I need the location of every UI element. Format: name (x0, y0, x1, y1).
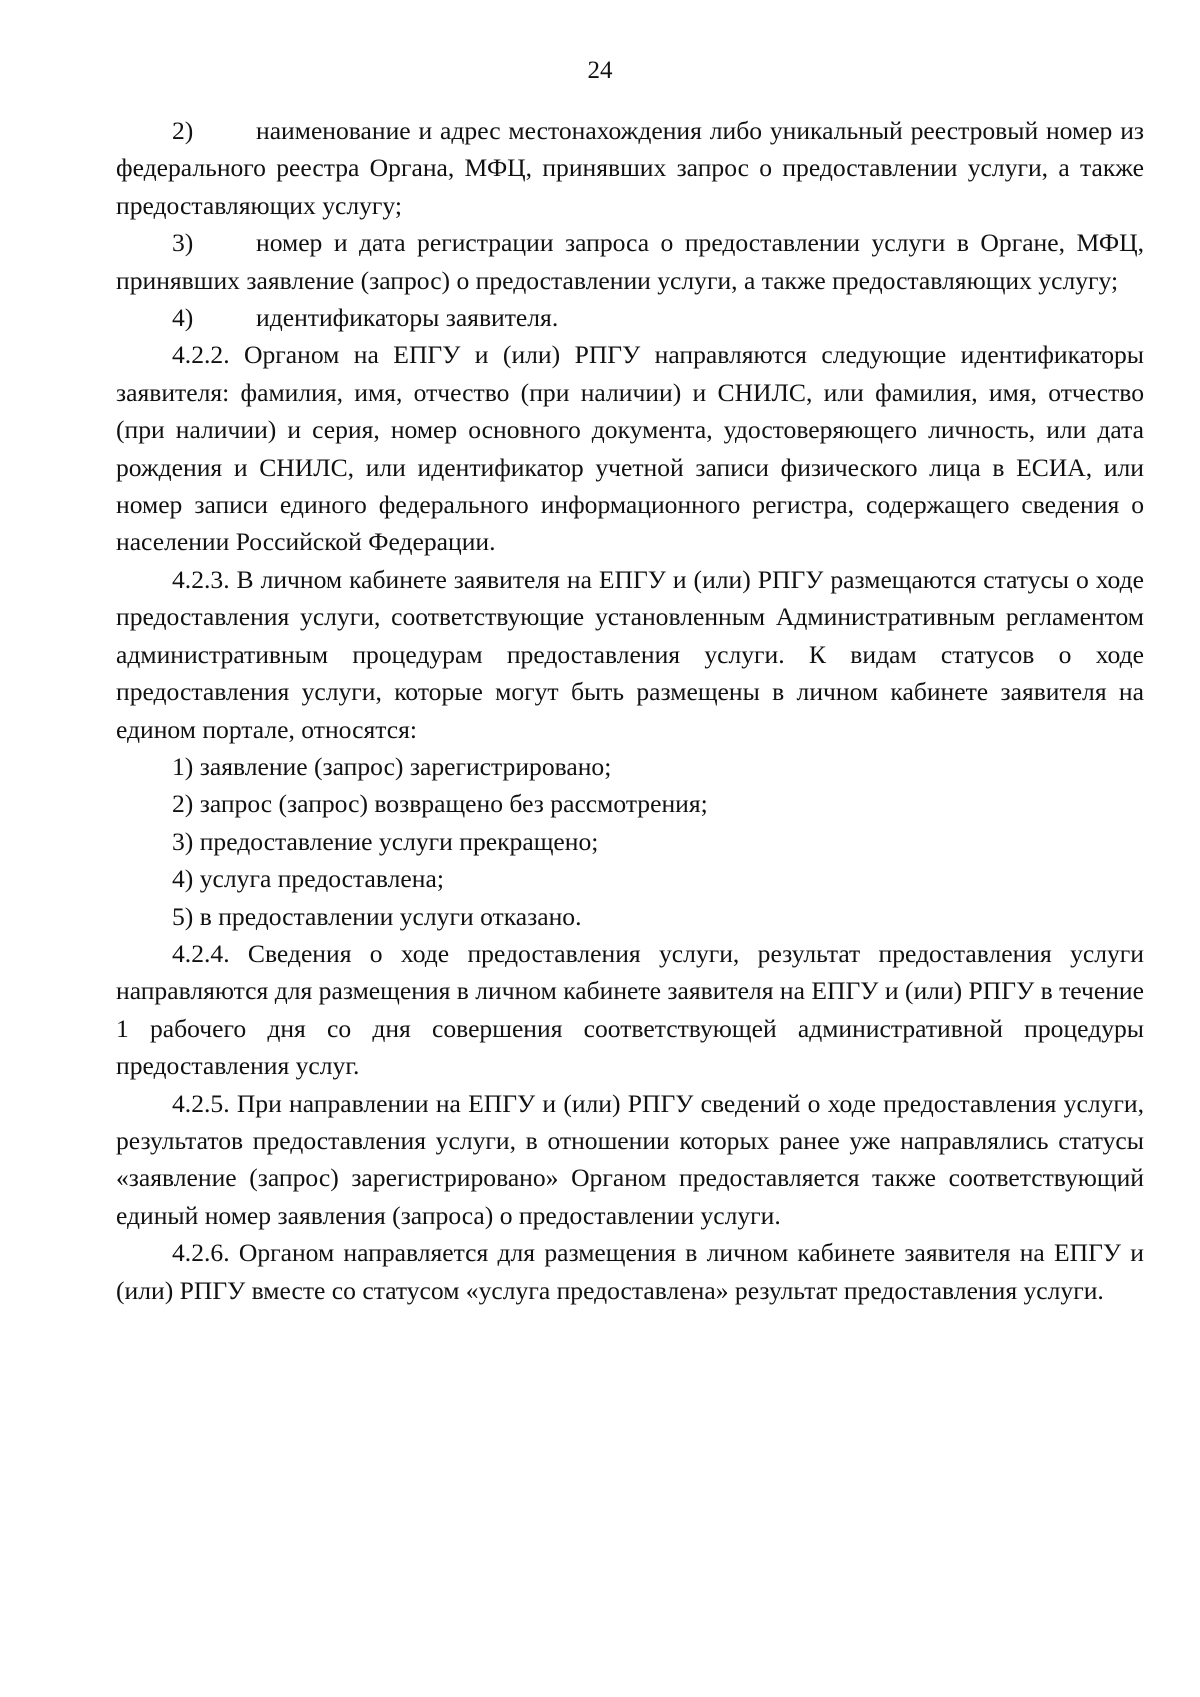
status-item: 1) заявление (запрос) зарегистрировано; (172, 751, 612, 781)
item-text: идентификаторы заявителя. (256, 303, 559, 333)
status-item: 5) в предоставлении услуги отказано. (172, 901, 582, 931)
paragraph-4-2-6: 4.2.6. Органом направляется для размещения в личном кабинете заявителя на ЕПГУ и (или) РПГУ вместе со статусом «услуга предоставлена» результат предоставления услуги. (116, 1238, 1144, 1305)
list-item (116, 299, 1144, 336)
list-item (116, 224, 1144, 299)
document-body (116, 112, 1144, 1309)
paragraph-4-2-5: 4.2.5. При направлении на ЕПГУ и (или) РПГУ сведений о ходе предоставления услуги, результатов предоставления услуги, в отношении которых ранее уже направлялись статусы «заявление (запрос) зарегистрировано» Органом предоставляется также соответствующий единый номер заявления (запроса) о предоставлении услуги. (116, 1088, 1144, 1230)
paragraph-4-2-3: 4.2.3. В личном кабинете заявителя на ЕПГУ и (или) РПГУ размещаются статусы о ходе предоставления услуги, соответствующие установленным Административным регламентом административным процедурам предоставления услуги. К видам статусов о ходе предоставления услуги, которые могут быть размещены в личном кабинете заявителя на едином портале, относятся: (116, 564, 1144, 744)
item-number: 3) (172, 228, 194, 258)
paragraph-4-2-2: 4.2.2. Органом на ЕПГУ и (или) РПГУ направляются следующие идентификаторы заявителя: фамилия, имя, отчество (при наличии) и СНИЛС, или фамилия, имя, отчество (при наличии) и серия, номер основного документа, удостоверяющего личность, или дата рождения и СНИЛС, или идентификатор учетной записи физического лица в ЕСИА, или номер записи единого федерального информационного регистра, содержащего сведения о населении Российской Федерации. (116, 340, 1144, 557)
status-item: 4) услуга предоставлена; (172, 864, 444, 894)
list-item (116, 112, 1144, 224)
page-number: 24 (587, 57, 613, 84)
item-text: номер и дата регистрации запроса о предоставлении услуги в Органе, МФЦ, принявших заявление (запрос) о предоставлении услуги, а также предоставляющих услугу; (116, 228, 1144, 295)
item-text: наименование и адрес местонахождения либо уникальный реестровый номер из федерального реестра Органа, МФЦ, принявших запрос о предоставлении услуги, а также предоставляющих услугу; (116, 116, 1144, 220)
status-item: 3) предоставление услуги прекращено; (172, 826, 599, 856)
paragraph-4-2-4: 4.2.4. Сведения о ходе предоставления услуги, результат предоставления услуги направляются для размещения в личном кабинете заявителя на ЕПГУ и (или) РПГУ в течение 1 рабочего дня со дня совершения соответствующей административной процедуры предоставления услуг. (116, 938, 1144, 1081)
item-number: 2) (172, 116, 194, 145)
status-item: 2) запрос (запрос) возвращено без рассмотрения; (172, 789, 708, 819)
item-number: 4) (172, 303, 194, 333)
